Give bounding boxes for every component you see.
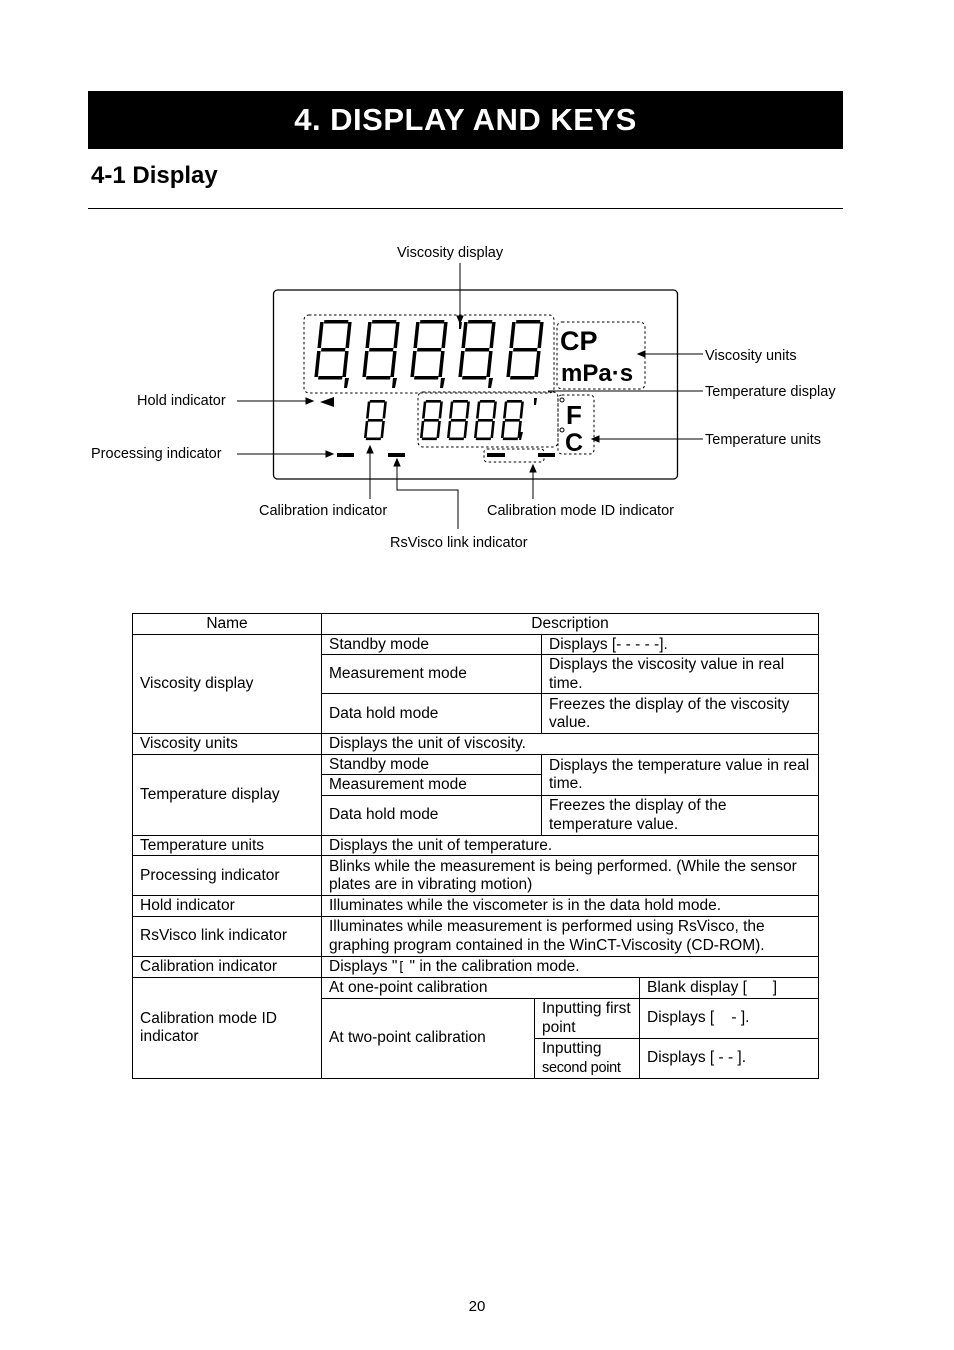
viscosity-digits <box>314 320 544 380</box>
table-row <box>133 835 819 856</box>
mode-cell: Measurement mode <box>322 775 542 796</box>
label-processing-indicator: Processing indicator <box>91 446 222 462</box>
desc-cell: Blinks while the measurement is being performed. (While the sensor plates are in vibrating motion) <box>322 856 819 896</box>
mode-cell: Data hold mode <box>322 795 542 835</box>
display-description-table <box>132 613 819 1079</box>
page-number: 20 <box>468 1298 486 1315</box>
header-description: Description <box>322 614 819 635</box>
mode-cell: Measurement mode <box>322 655 542 694</box>
desc-cell: Displays the unit of temperature. <box>322 835 819 856</box>
desc-cell: Displays "[ " in the calibration mode. <box>322 956 819 978</box>
desc-cell: Displays the unit of viscosity. <box>322 734 819 755</box>
row-name: RsVisco link indicator <box>133 916 322 956</box>
mode-cell: Data hold mode <box>322 694 542 734</box>
table-row <box>133 916 819 956</box>
mode-cell: At one-point calibration <box>322 978 640 999</box>
hold-indicator-triangle <box>320 397 334 407</box>
unit-c: C <box>565 429 584 457</box>
calibration-mode-id-bar-1 <box>487 453 505 457</box>
temperature-apostrophe <box>534 398 537 405</box>
header-name: Name <box>133 614 322 635</box>
label-temperature-units: Temperature units <box>705 432 822 448</box>
temperature-digits <box>364 400 524 440</box>
label-rsvisco-link-indicator: RsVisco link indicator <box>390 535 528 551</box>
calibration-indicator-bar <box>388 453 405 457</box>
chapter-title: 4. DISPLAY AND KEYS <box>88 91 843 149</box>
table-row <box>133 754 819 775</box>
display-diagram <box>0 230 954 560</box>
calibration-mode-id-bar-2 <box>538 453 555 457</box>
label-calibration-mode-id-indicator: Calibration mode ID indicator <box>487 503 674 519</box>
label-viscosity-units: Viscosity units <box>705 348 797 364</box>
row-name: Calibration indicator <box>133 956 322 978</box>
desc-cell: Freezes the display of the temperature value. <box>542 795 819 835</box>
unit-mpas: mPa·s <box>561 360 634 387</box>
desc-cell: Freezes the display of the viscosity value. <box>542 694 819 734</box>
table-row <box>133 896 819 917</box>
section-divider <box>88 208 843 209</box>
table-row <box>133 956 819 978</box>
sub-mode-cell: Inputting first point <box>535 998 640 1038</box>
desc-cell: Displays [ - - ]. <box>640 1038 819 1078</box>
row-name: Calibration mode ID indicator <box>133 978 322 1079</box>
row-name: Temperature display <box>133 754 322 835</box>
desc-cell: Displays the temperature value in real time. <box>542 754 819 795</box>
unit-f: F <box>566 400 582 430</box>
mode-cell: Standby mode <box>322 754 542 775</box>
row-name: Processing indicator <box>133 856 322 896</box>
label-calibration-indicator: Calibration indicator <box>259 503 388 519</box>
row-name: Viscosity units <box>133 734 322 755</box>
desc-cell: Blank display [ ] <box>640 978 819 999</box>
desc-cell: Displays [- - - - -]. <box>542 634 819 655</box>
label-viscosity-display: Viscosity display <box>397 245 504 261</box>
unit-cp: CP <box>560 326 598 356</box>
mode-cell: At two-point calibration <box>322 998 535 1078</box>
row-name: Temperature units <box>133 835 322 856</box>
table-row <box>133 856 819 896</box>
table-row <box>133 978 819 999</box>
table-row <box>133 734 819 755</box>
table-row <box>133 634 819 655</box>
desc-cell: Displays the viscosity value in real time. <box>542 655 819 694</box>
sub-mode-cell: Inputting second point <box>535 1038 640 1078</box>
label-temperature-display: Temperature display <box>705 384 836 400</box>
viscosity-display-box <box>304 315 554 393</box>
calibration-glyph: [ <box>397 959 406 975</box>
desc-cell: Displays [ - ]. <box>640 998 819 1038</box>
section-title: 4-1 Display <box>91 162 218 189</box>
mode-cell: Standby mode <box>322 634 542 655</box>
label-hold-indicator: Hold indicator <box>137 393 226 409</box>
row-name: Hold indicator <box>133 896 322 917</box>
processing-indicator-bar <box>337 453 354 457</box>
table-header-row <box>133 614 819 635</box>
desc-cell: Illuminates while the viscometer is in the data hold mode. <box>322 896 819 917</box>
desc-cell: Illuminates while measurement is performed using RsVisco, the graphing program contained in the WinCT-Viscosity (CD-ROM). <box>322 916 819 956</box>
row-name: Viscosity display <box>133 634 322 734</box>
